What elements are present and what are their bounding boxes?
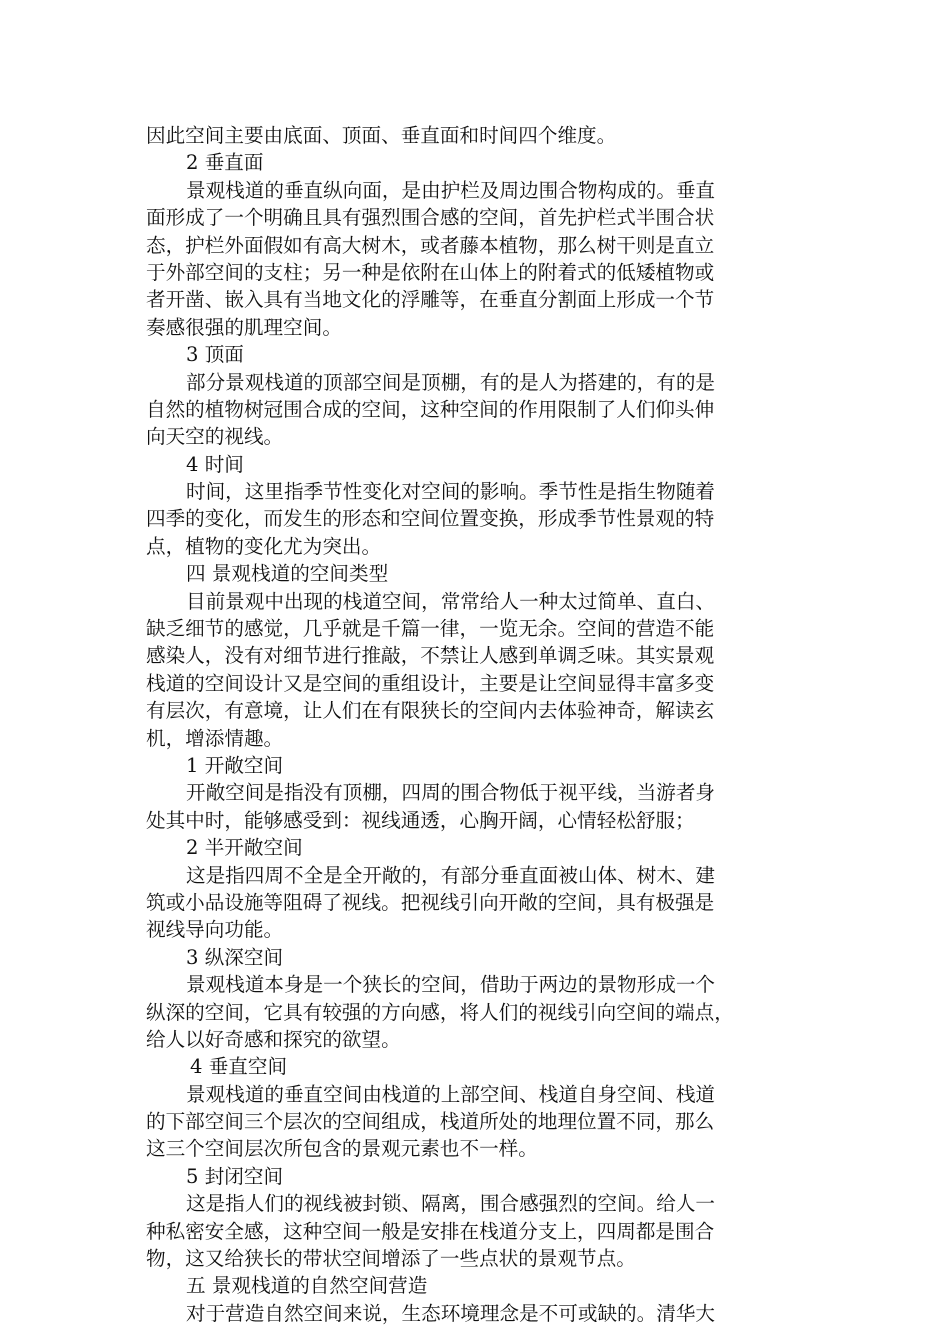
text-line: 给人以好奇感和探究的欲望。 (146, 1027, 401, 1051)
document-body (146, 122, 810, 1327)
text-line: 有层次，有意境，让人们在有限狭长的空间内去体验神奇，解读玄 (146, 699, 715, 723)
text-line: 3 顶面 (186, 343, 244, 367)
text-line: 开敞空间是指没有顶棚，四周的围合物低于视平线，当游者身 (186, 781, 716, 805)
text-line: 种私密安全感，这种空间一般是安排在栈道分支上，四周都是围合 (146, 1219, 715, 1243)
text-line: 部分景观栈道的顶部空间是顶棚，有的是人为搭建的，有的是 (186, 370, 716, 394)
text-line: 处其中时，能够感受到：视线通透，心胸开阔，心情轻松舒服； (146, 808, 695, 832)
text-line: 五 景观栈道的自然空间营造 (186, 1274, 428, 1298)
text-line: 于外部空间的支柱；另一种是依附在山体上的附着式的低矮植物或 (146, 260, 715, 284)
text-line: 这是指四周不全是全开敞的，有部分垂直面被山体、树木、建 (186, 863, 716, 887)
text-line: 向天空的视线。 (146, 425, 284, 449)
text-line: 点，植物的变化尤为突出。 (146, 534, 382, 558)
text-line: 景观栈道的垂直空间由栈道的上部空间、栈道自身空间、栈道 (186, 1082, 716, 1106)
text-line: 因此空间主要由底面、顶面、垂直面和时间四个维度。 (146, 124, 617, 147)
text-line: 4 垂直空间 (190, 1055, 288, 1079)
text-line: 自然的植物树冠围合成的空间，这种空间的作用限制了人们仰头伸 (146, 397, 715, 421)
text-line: 目前景观中出现的栈道空间，常常给人一种太过简单、直白、 (186, 589, 716, 613)
text-line: 对于营造自然空间来说，生态环境理念是不可或缺的。清华大 (186, 1301, 716, 1325)
text-line: 景观栈道的垂直纵向面，是由护栏及周边围合物构成的。垂直 (186, 178, 716, 202)
text-line: 这三个空间层次所包含的景观元素也不一样。 (146, 1137, 538, 1161)
text-line: 四季的变化，而发生的形态和空间位置变换，形成季节性景观的特 (146, 507, 715, 531)
text-line: 物，这又给狭长的带状空间增添了一些点状的景观节点。 (146, 1247, 636, 1271)
text-line: 5 封闭空间 (186, 1164, 284, 1188)
text-line: 缺乏细节的感觉，几乎就是千篇一律，一览无余。空间的营造不能 (146, 617, 715, 641)
text-line: 1 开敞空间 (186, 753, 284, 777)
text-line: 2 垂直面 (186, 151, 264, 175)
text-line: 时间，这里指季节性变化对空间的影响。季节性是指生物随着 (186, 480, 716, 504)
text-line: 景观栈道本身是一个狭长的空间，借助于两边的景物形成一个 (186, 973, 716, 997)
text-line: 栈道的空间设计又是空间的重组设计，主要是让空间显得丰富多变 (146, 671, 715, 695)
text-line: 视线导向功能。 (146, 918, 284, 942)
text-line: 态，护栏外面假如有高大树木，或者藤本植物，那么树干则是直立 (146, 233, 715, 257)
text-line: 四 景观栈道的空间类型 (186, 562, 389, 586)
text-line: 纵深的空间，它具有较强的方向感，将人们的视线引向空间的端点， (146, 1000, 734, 1024)
text-line: 筑或小品设施等阻碍了视线。把视线引向开敞的空间，具有极强是 (146, 890, 715, 914)
text-line: 者开凿、嵌入具有当地文化的浮雕等，在垂直分割面上形成一个节 (146, 288, 715, 312)
text-line: 2 半开敞空间 (186, 836, 303, 860)
text-line: 的下部空间三个层次的空间组成，栈道所处的地理位置不同，那么 (146, 1110, 715, 1134)
text-line: 3 纵深空间 (186, 945, 284, 969)
text-line: 机，增添情趣。 (146, 726, 284, 750)
text-line: 感染人，没有对细节进行推敲，不禁让人感到单调乏味。其实景观 (146, 644, 715, 668)
text-line: 面形成了一个明确且具有强烈围合感的空间，首先护栏式半围合状 (146, 206, 715, 230)
text-line: 奏感很强的肌理空间。 (146, 315, 342, 339)
text-line: 4 时间 (186, 452, 244, 476)
text-line: 这是指人们的视线被封锁、隔离，围合感强烈的空间。给人一 (186, 1192, 716, 1216)
